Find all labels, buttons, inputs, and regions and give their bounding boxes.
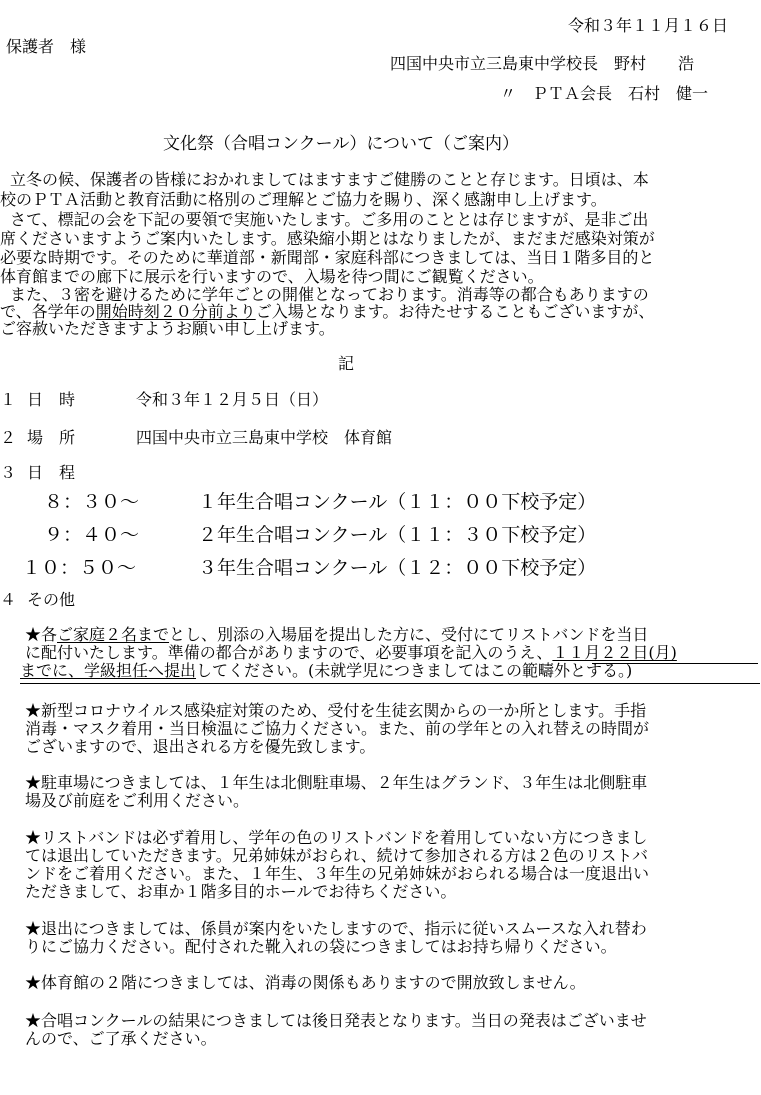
body-line: ご容赦いただきますようお願い申し上げます。	[0, 319, 335, 338]
schedule-event: ２年生合唱コンクール（１１：３０下校予定）	[198, 524, 597, 546]
note-text: に配付いたします。準備の都合がありますので、必要事項を記入のうえ、	[25, 643, 553, 662]
note-line: ては退出していただきます。兄弟姉妹がおられ、続けて参加される方は２色のリストバ	[25, 846, 649, 865]
item-number: ３	[0, 463, 17, 482]
note-line	[25, 626, 648, 644]
schedule-event: ３年生合唱コンクール（１２：００下校予定）	[198, 557, 597, 579]
body-text: で、各学年の	[0, 302, 96, 321]
note-text: してください。(未就学児につきましてはこの範疇外とする。)	[196, 661, 633, 680]
item-label-other: その他	[27, 590, 76, 609]
item-value-datetime: 令和３年１２月５日（日）	[136, 390, 329, 409]
sender-principal: 四国中央市立三島東中学校長 野村 浩	[390, 54, 695, 73]
note-line: ございますので、退出される方を優先致します。	[25, 737, 376, 756]
item-label-venue: 場 所	[27, 428, 76, 447]
note-line: ★リストバンドは必ず着用し、学年の色のリストバンドを着用していない方につきまし	[25, 828, 648, 847]
item-value-venue: 四国中央市立三島東中学校 体育館	[136, 428, 393, 447]
body-line: 体育館までの廊下に展示を行いますので、入場を待つ間にご観覧ください。	[0, 267, 544, 286]
addressee: 保護者 様	[6, 37, 87, 56]
submit-emphasis: までに、学級担任へ提出	[20, 661, 197, 680]
note-line	[20, 662, 632, 680]
sender-pta: 〃 ＰＴＡ会長 石村 健一	[500, 84, 709, 103]
family-limit-emphasis: ご家庭２名まで	[57, 625, 170, 644]
schedule-time: ９：４０～	[44, 524, 140, 546]
note-line: ★新型コロナウイルス感染症対策のため、受付を生徒玄関からの一か所とします。手指	[25, 701, 647, 720]
body-line: 席くださいますようご案内いたします。感染縮小期とはなりましたが、まだまだ感染対策が	[0, 229, 655, 248]
schedule-time: １０：５０～	[22, 557, 137, 579]
item-number: １	[0, 390, 17, 409]
note-line	[25, 644, 677, 662]
document-date: 令和３年１１月１６日	[568, 16, 729, 35]
page-title: 文化祭（合唱コンクール）について（ご案内）	[163, 134, 519, 154]
note-line: ★駐車場につきましては、１年生は北側駐車場、２年生はグランド、３年生は北側駐車	[25, 773, 648, 792]
item-number: ４	[0, 590, 17, 609]
note-line: 消毒・マスク着用・当日検温にご協力ください。また、前の学年との入れ替えの時間が	[25, 719, 650, 738]
note-line: ★体育館の２階につきましては、消毒の関係もありますので開放致しません。	[25, 973, 586, 992]
note-line: 場及び前庭をご利用ください。	[25, 791, 250, 810]
underline-rule	[20, 683, 760, 684]
note-text: ★各	[25, 625, 58, 644]
item-number: ２	[0, 428, 17, 447]
note-line: ンドをご着用ください。また、１年生、３年生の兄弟姉妹がおられる場合は一度退出い	[25, 864, 650, 883]
body-line: 立冬の候、保護者の皆様におかれましてはますますご健勝のことと存じます。日頃は、本	[10, 170, 649, 189]
note-line: んので、ご了承ください。	[25, 1029, 217, 1048]
body-line: 必要な時期です。そのために華道部・新聞部・家庭科部につきましては、当日１階多目的と	[0, 248, 655, 267]
deadline-emphasis: １１月２２日(月)	[552, 643, 677, 662]
entry-time-emphasis: 開始時刻２０分前より	[95, 302, 256, 321]
note-line: りにご協力ください。配付された靴入れの袋につきましてはお持ち帰りください。	[25, 937, 617, 956]
item-label-schedule: 日 程	[27, 463, 76, 482]
item-label-datetime: 日 時	[27, 390, 76, 409]
body-line: 校のＰＴＡ活動と教育活動に格別のご理解とご協力を賜り、深く感謝申し上げます。	[0, 190, 607, 209]
note-line: ★合唱コンクールの結果につきましては後日発表となります。当日の発表はございませ	[25, 1011, 647, 1030]
note-line: ただきまして、お車か１階多目的ホールでお待ちください。	[25, 882, 457, 901]
note-line: ★退出につきましては、係員が案内をいたしますので、指示に従いスムースな入れ替わ	[25, 919, 647, 938]
body-line: また、３密を避けるために学年ごとの開催となっております。消毒等の都合もありますの	[10, 285, 649, 304]
ki-heading: 記	[338, 354, 355, 373]
body-text: ご入場となります。お待たせすることもございますが、	[255, 302, 655, 321]
body-line: さて、標記の会を下記の要領で実施いたします。ご多用のこととは存じますが、是非ご出	[10, 210, 649, 229]
schedule-event: １年生合唱コンクール（１１：００下校予定）	[198, 491, 597, 513]
schedule-time: ８：３０～	[44, 491, 140, 513]
note-text: とし、別添の入場届を提出した方に、受付にてリストバンドを当日	[169, 625, 649, 644]
